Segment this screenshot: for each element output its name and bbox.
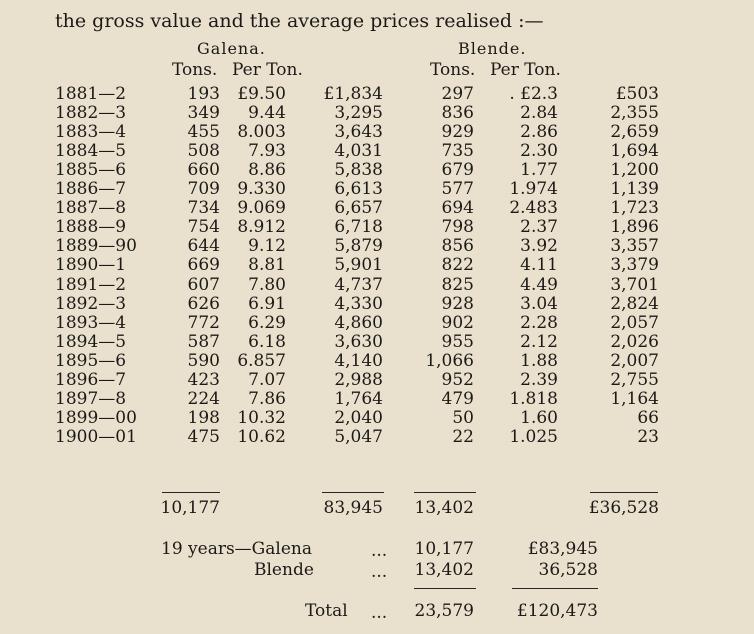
row-blende-per-ton: . £2.3 xyxy=(509,84,558,104)
row-blende-value: 3,357 xyxy=(610,236,659,257)
total-blende-value: £36,528 xyxy=(588,498,659,518)
row-galena-per-ton: 7.86 xyxy=(248,388,286,409)
summary-galena-value: £83,945 xyxy=(527,539,598,559)
row-blende-per-ton: 2.30 xyxy=(520,141,558,162)
row-galena-tons: 508 xyxy=(187,141,220,162)
row-galena-per-ton: 9.12 xyxy=(248,236,286,257)
row-blende-tons: 902 xyxy=(441,312,474,333)
row-year: 1888—9 xyxy=(55,217,127,238)
row-blende-value: 23 xyxy=(637,426,659,447)
row-galena-per-ton: 6.91 xyxy=(248,293,286,314)
row-galena-per-ton: £9.50 xyxy=(237,84,286,104)
row-blende-per-ton: 2.39 xyxy=(520,369,558,390)
row-blende-value: 3,701 xyxy=(610,274,659,295)
row-year: 1892—3 xyxy=(55,293,127,314)
row-year: 1895—6 xyxy=(55,350,127,371)
row-blende-tons: 952 xyxy=(441,369,474,390)
row-galena-tons: 590 xyxy=(187,350,220,371)
row-blende-value: 1,896 xyxy=(610,217,659,238)
blende-tons-header: Tons. xyxy=(430,60,476,80)
row-blende-tons: 50 xyxy=(452,407,474,428)
summary-value-rule xyxy=(512,588,598,589)
row-galena-value: 6,613 xyxy=(334,179,383,200)
galena-value-rule xyxy=(322,492,384,493)
row-year: 1893—4 xyxy=(55,312,127,333)
row-galena-value: 4,140 xyxy=(334,350,383,371)
row-blende-per-ton: 1.60 xyxy=(520,407,558,428)
row-year: 1900—01 xyxy=(55,426,137,447)
summary-blende-value: 36,528 xyxy=(538,560,598,580)
row-galena-tons: 193 xyxy=(187,84,220,104)
row-blende-tons: 22 xyxy=(452,426,474,447)
row-galena-per-ton: 7.93 xyxy=(248,141,286,162)
row-blende-tons: 577 xyxy=(441,179,474,200)
row-galena-value: 5,879 xyxy=(334,236,383,257)
row-galena-tons: 607 xyxy=(187,274,220,295)
row-galena-tons: 349 xyxy=(187,103,220,124)
row-galena-tons: 455 xyxy=(187,122,220,143)
row-galena-per-ton: 10.32 xyxy=(237,407,286,428)
galena-tons-rule xyxy=(162,492,220,493)
row-blende-per-ton: 2.37 xyxy=(520,217,558,238)
row-blende-tons: 822 xyxy=(441,255,474,276)
row-blende-tons: 1,066 xyxy=(425,350,474,371)
total-galena-tons: 10,177 xyxy=(160,498,220,518)
row-galena-value: 3,630 xyxy=(334,331,383,352)
summary-blende-dots: ... xyxy=(371,562,388,582)
row-blende-per-ton: 2.84 xyxy=(520,103,558,124)
row-blende-tons: 929 xyxy=(441,122,474,143)
row-galena-value: 3,295 xyxy=(334,103,383,124)
summary-galena-dots: ... xyxy=(371,541,388,561)
row-blende-value: 2,659 xyxy=(610,122,659,143)
row-galena-value: 3,643 xyxy=(334,122,383,143)
row-galena-value: 4,031 xyxy=(334,141,383,162)
row-galena-per-ton: 9.330 xyxy=(237,179,286,200)
row-blende-tons: 679 xyxy=(441,160,474,181)
row-blende-per-ton: 1.025 xyxy=(509,426,558,447)
summary-blende-tons: 13,402 xyxy=(414,560,474,580)
row-blende-value: 1,139 xyxy=(610,179,659,200)
blende-per-ton-header: Per Ton. xyxy=(490,60,561,80)
row-blende-value: 66 xyxy=(637,407,659,428)
summary-tons-rule xyxy=(414,588,476,589)
row-galena-per-ton: 7.80 xyxy=(248,274,286,295)
row-blende-value: 2,755 xyxy=(610,369,659,390)
row-blende-tons: 928 xyxy=(441,293,474,314)
row-blende-value: 3,379 xyxy=(610,255,659,276)
summary-galena-tons: 10,177 xyxy=(414,539,474,559)
row-blende-tons: 856 xyxy=(441,236,474,257)
row-blende-value: 1,694 xyxy=(610,141,659,162)
row-galena-value: 2,040 xyxy=(334,407,383,428)
row-galena-tons: 198 xyxy=(187,407,220,428)
blende-tons-rule xyxy=(414,492,476,493)
blende-heading: Blende. xyxy=(458,39,527,58)
row-blende-per-ton: 1.818 xyxy=(509,388,558,409)
row-year: 1884—5 xyxy=(55,141,127,162)
row-blende-per-ton: 2.86 xyxy=(520,122,558,143)
row-year: 1886—7 xyxy=(55,179,127,200)
row-galena-tons: 660 xyxy=(187,160,220,181)
row-blende-per-ton: 2.28 xyxy=(520,312,558,333)
row-blende-value: 1,200 xyxy=(610,160,659,181)
summary-years-label: 19 years—Galena xyxy=(161,539,312,559)
row-year: 1882—3 xyxy=(55,103,127,124)
blende-value-rule xyxy=(590,492,658,493)
row-blende-per-ton: 1.974 xyxy=(509,179,558,200)
row-galena-value: 5,838 xyxy=(334,160,383,181)
row-galena-tons: 626 xyxy=(187,293,220,314)
row-galena-per-ton: 8.81 xyxy=(248,255,286,276)
row-galena-value: 6,657 xyxy=(334,198,383,219)
row-blende-value: £503 xyxy=(615,84,659,104)
row-galena-per-ton: 8.003 xyxy=(237,122,286,143)
row-year: 1897—8 xyxy=(55,388,127,409)
summary-total-label: Total xyxy=(305,601,348,621)
row-galena-tons: 224 xyxy=(187,388,220,409)
row-galena-value: 6,718 xyxy=(334,217,383,238)
row-galena-per-ton: 9.44 xyxy=(248,103,286,124)
row-blende-tons: 735 xyxy=(441,141,474,162)
row-galena-value: 4,737 xyxy=(334,274,383,295)
row-galena-value: £1,834 xyxy=(323,84,383,104)
row-year: 1887—8 xyxy=(55,198,127,219)
row-blende-per-ton: 2.483 xyxy=(509,198,558,219)
row-galena-value: 1,764 xyxy=(334,388,383,409)
galena-per-ton-header: Per Ton. xyxy=(232,60,303,80)
row-galena-tons: 587 xyxy=(187,331,220,352)
row-blende-per-ton: 1.88 xyxy=(520,350,558,371)
row-galena-per-ton: 8.912 xyxy=(237,217,286,238)
row-galena-tons: 644 xyxy=(187,236,220,257)
row-galena-value: 2,988 xyxy=(334,369,383,390)
row-blende-per-ton: 1.77 xyxy=(520,160,558,181)
summary-total-dots: ... xyxy=(371,603,388,623)
galena-tons-header: Tons. xyxy=(172,60,218,80)
row-galena-tons: 423 xyxy=(187,369,220,390)
row-galena-per-ton: 10.62 xyxy=(237,426,286,447)
row-galena-value: 4,330 xyxy=(334,293,383,314)
row-year: 1896—7 xyxy=(55,369,127,390)
galena-heading: Galena. xyxy=(197,39,266,58)
row-blende-value: 2,007 xyxy=(610,350,659,371)
row-year: 1881—2 xyxy=(55,84,127,104)
row-blende-tons: 836 xyxy=(441,103,474,124)
row-blende-value: 2,026 xyxy=(610,331,659,352)
row-year: 1899—00 xyxy=(55,407,137,428)
summary-total-tons: 23,579 xyxy=(414,601,474,621)
row-blende-value: 1,164 xyxy=(610,388,659,409)
row-galena-tons: 772 xyxy=(187,312,220,333)
row-year: 1885—6 xyxy=(55,160,127,181)
row-blende-value: 2,057 xyxy=(610,312,659,333)
row-galena-tons: 475 xyxy=(187,426,220,447)
row-galena-tons: 709 xyxy=(187,179,220,200)
row-blende-tons: 297 xyxy=(441,84,474,104)
row-blende-value: 2,355 xyxy=(610,103,659,124)
row-galena-per-ton: 7.07 xyxy=(248,369,286,390)
row-galena-per-ton: 9.069 xyxy=(237,198,286,219)
row-year: 1889—90 xyxy=(55,236,137,257)
row-blende-value: 2,824 xyxy=(610,293,659,314)
row-blende-per-ton: 3.04 xyxy=(520,293,558,314)
summary-total-value: £120,473 xyxy=(516,601,598,621)
row-galena-per-ton: 6.18 xyxy=(248,331,286,352)
summary-blende-label: Blende xyxy=(254,560,314,580)
row-blende-tons: 955 xyxy=(441,331,474,352)
row-galena-per-ton: 6.29 xyxy=(248,312,286,333)
row-year: 1891—2 xyxy=(55,274,127,295)
row-blende-value: 1,723 xyxy=(610,198,659,219)
total-blende-tons: 13,402 xyxy=(414,498,474,518)
row-year: 1883—4 xyxy=(55,122,127,143)
row-galena-tons: 734 xyxy=(187,198,220,219)
row-blende-per-ton: 3.92 xyxy=(520,236,558,257)
row-blende-tons: 798 xyxy=(441,217,474,238)
row-galena-tons: 669 xyxy=(187,255,220,276)
row-blende-tons: 479 xyxy=(441,388,474,409)
row-galena-value: 5,047 xyxy=(334,426,383,447)
row-year: 1894—5 xyxy=(55,331,127,352)
row-blende-per-ton: 4.11 xyxy=(520,255,558,276)
intro-text: the gross value and the average prices realised :— xyxy=(55,10,544,32)
row-blende-per-ton: 2.12 xyxy=(520,331,558,352)
row-galena-tons: 754 xyxy=(187,217,220,238)
row-galena-per-ton: 8.86 xyxy=(248,160,286,181)
row-galena-value: 5,901 xyxy=(334,255,383,276)
row-galena-value: 4,860 xyxy=(334,312,383,333)
row-year: 1890—1 xyxy=(55,255,127,276)
row-blende-tons: 825 xyxy=(441,274,474,295)
row-galena-per-ton: 6.857 xyxy=(237,350,286,371)
total-galena-value: 83,945 xyxy=(323,498,383,518)
row-blende-per-ton: 4.49 xyxy=(520,274,558,295)
row-blende-tons: 694 xyxy=(441,198,474,219)
